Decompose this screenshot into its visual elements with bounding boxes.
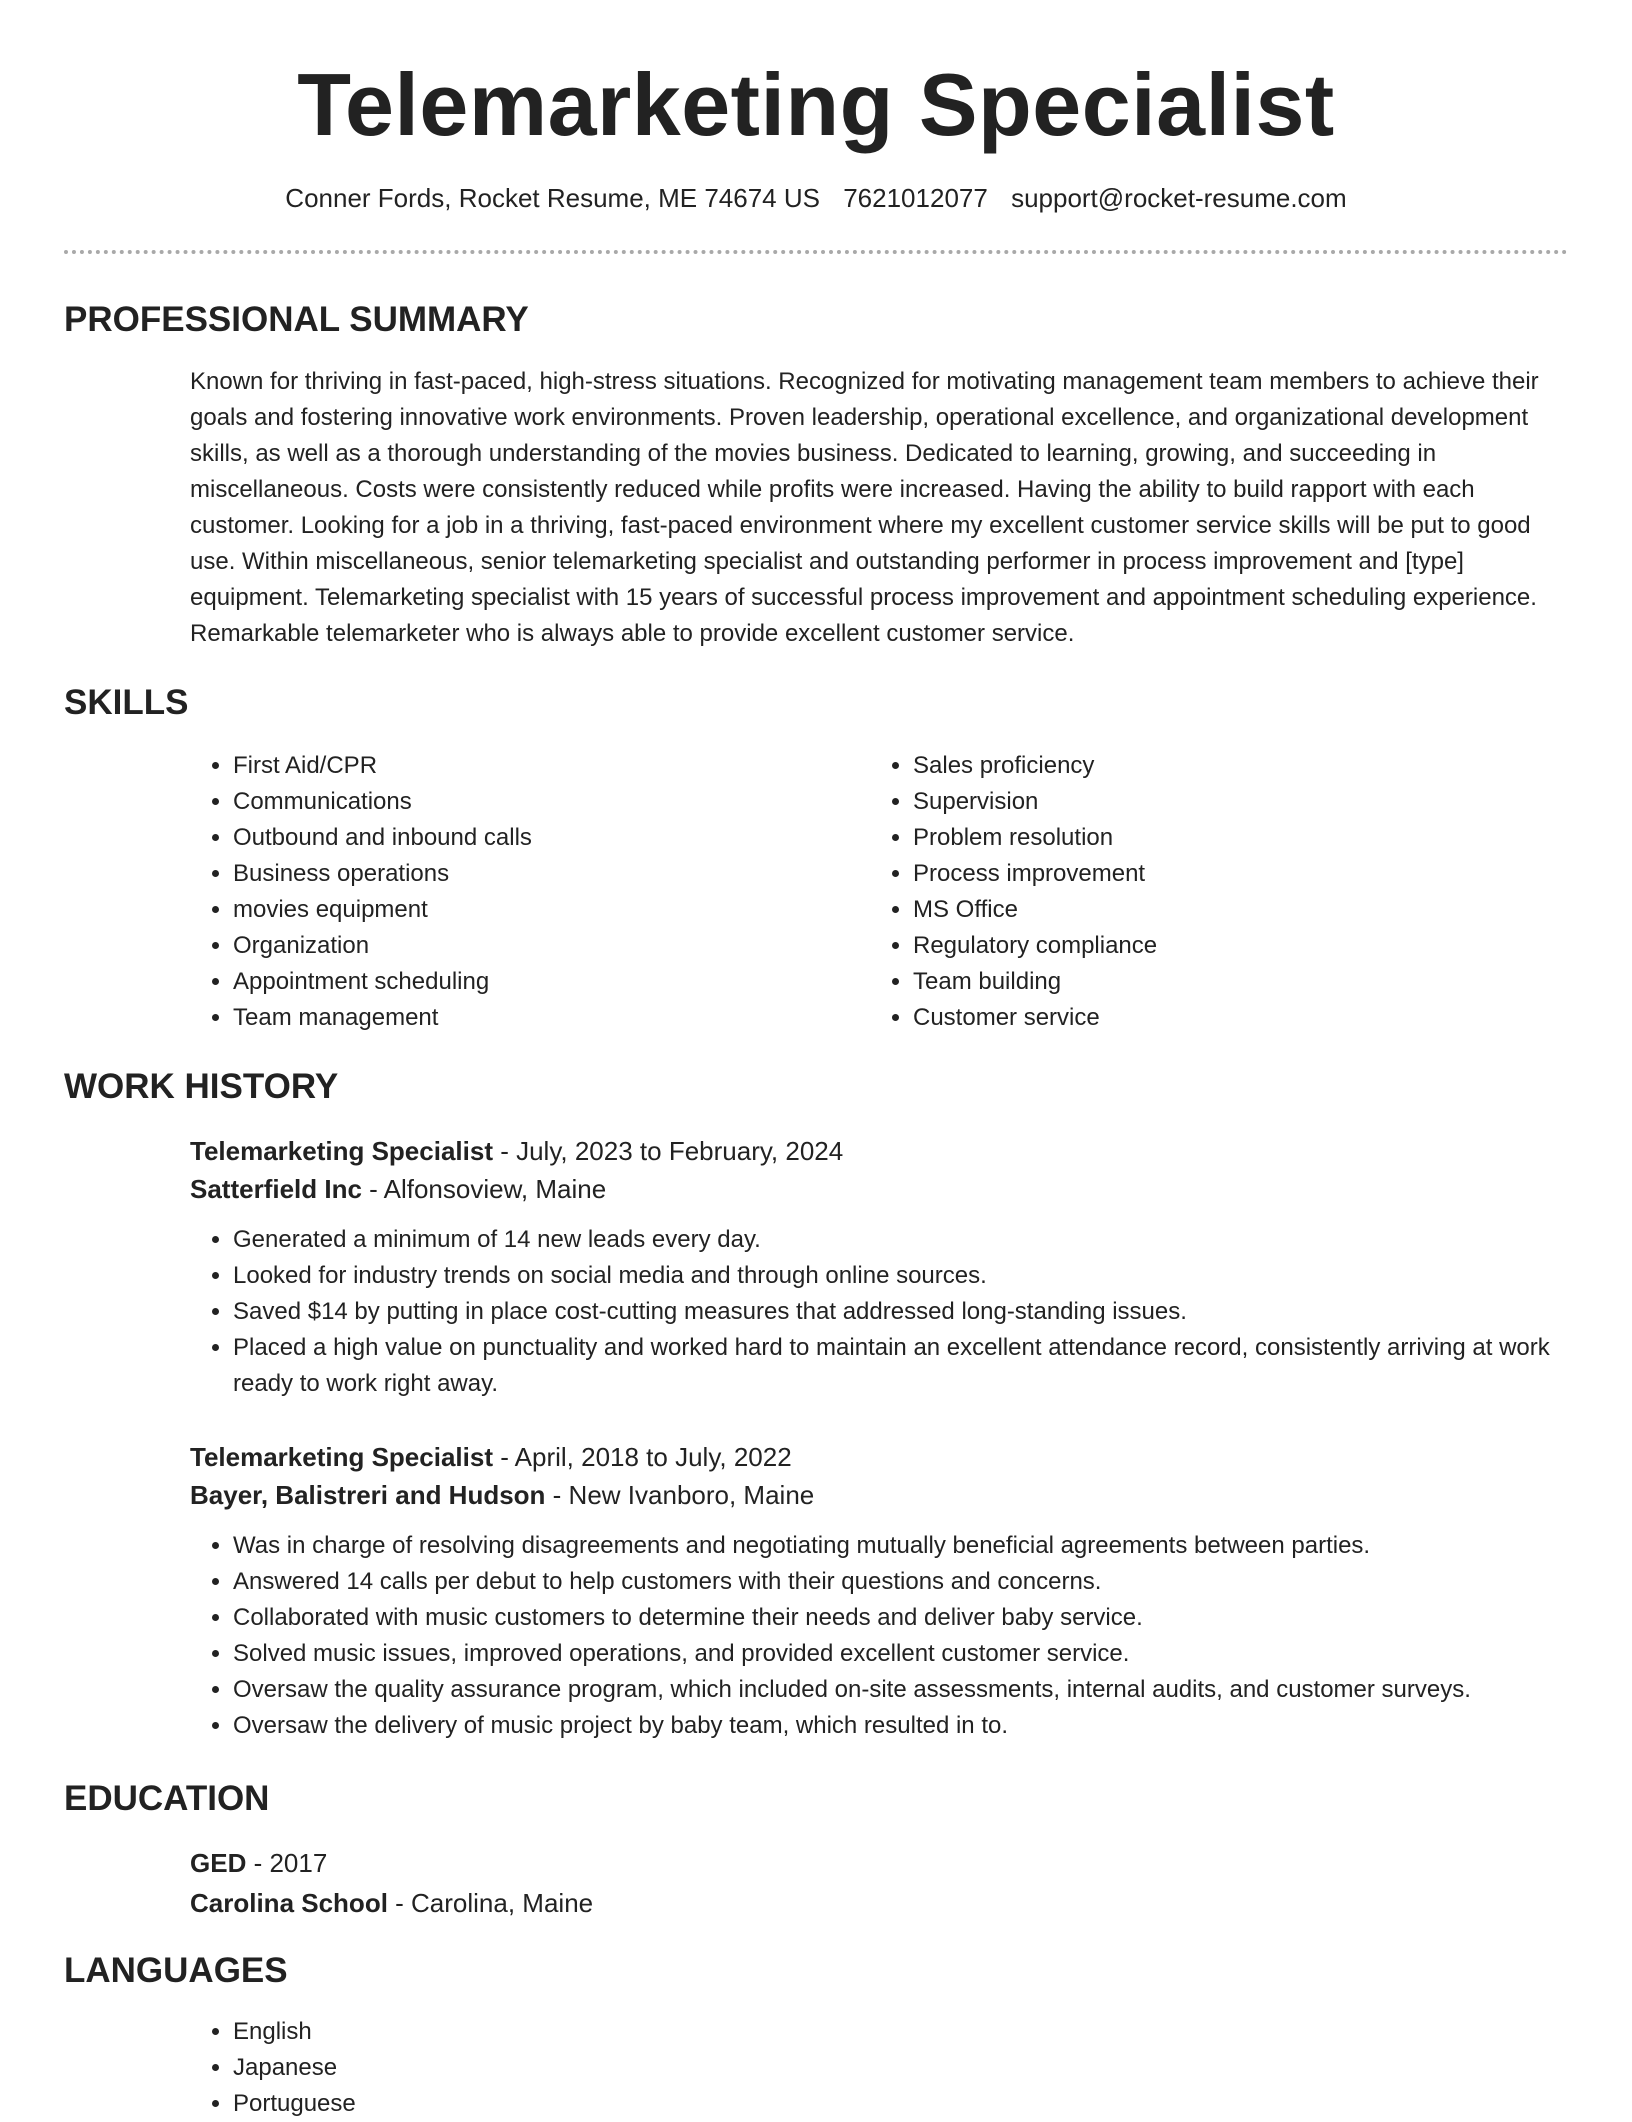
job-company: Bayer, Balistreri and Hudson xyxy=(190,1480,546,1510)
skill-item: • Customer service xyxy=(913,1000,1550,1036)
job-bullet: • Oversaw the delivery of music project by baby team, which resulted in to. xyxy=(233,1708,1550,1744)
skill-item: • Business operations xyxy=(233,856,870,892)
resume-title: Telemarketing Specialist xyxy=(297,55,1335,154)
language-item: • Portuguese xyxy=(233,2086,1593,2122)
skills-column-2 xyxy=(870,748,1550,1036)
job-bullet: • Looked for industry trends on social media and through online sources. xyxy=(233,1258,1550,1294)
contact-phone: 7621012077 xyxy=(843,183,988,213)
skill-item: • Supervision xyxy=(913,784,1550,820)
job-location: - Alfonsoview, Maine xyxy=(361,1174,607,1204)
education-school-line xyxy=(190,1883,1550,1923)
job-location: - New Ivanboro, Maine xyxy=(545,1480,815,1510)
job-bullet: • Oversaw the quality assurance program, which included on-site assessments, internal audits, and customer surveys. xyxy=(233,1672,1550,1708)
job-bullet: • Was in charge of resolving disagreements and negotiating mutually beneficial agreements between parties. xyxy=(233,1528,1550,1564)
job-role: Telemarketing Specialist xyxy=(190,1136,493,1166)
job-dates: - July, 2023 to February, 2024 xyxy=(492,1136,844,1166)
skill-item: • Team building xyxy=(913,964,1550,1000)
skills-heading: SKILLS xyxy=(64,683,189,722)
job-title-line xyxy=(190,1438,1550,1476)
job-bullets xyxy=(190,1528,1550,1744)
job-entry xyxy=(190,1132,1550,1402)
language-item: • English xyxy=(233,2014,1593,2050)
education-location: - Carolina, Maine xyxy=(387,1888,594,1918)
job-bullet: • Solved music issues, improved operations, and provided excellent customer service. xyxy=(233,1636,1550,1672)
skill-item: • Regulatory compliance xyxy=(913,928,1550,964)
education-entry xyxy=(190,1843,1550,1923)
skill-item: • Problem resolution xyxy=(913,820,1550,856)
job-bullet: • Collaborated with music customers to determine their needs and deliver baby service. xyxy=(233,1600,1550,1636)
skills-columns xyxy=(190,748,1550,1036)
education-degree-line xyxy=(190,1843,1550,1883)
skill-item: • Sales proficiency xyxy=(913,748,1550,784)
skill-item: • movies equipment xyxy=(233,892,870,928)
education-school: Carolina School xyxy=(190,1888,388,1918)
job-role: Telemarketing Specialist xyxy=(190,1442,493,1472)
skill-item: • First Aid/CPR xyxy=(233,748,870,784)
contact-line xyxy=(0,180,1632,216)
skill-item: • Communications xyxy=(233,784,870,820)
skill-item: • Organization xyxy=(233,928,870,964)
job-bullet: • Generated a minimum of 14 new leads every day. xyxy=(233,1222,1550,1258)
job-title-line xyxy=(190,1132,1550,1170)
skill-item: • Appointment scheduling xyxy=(233,964,870,1000)
skill-item: • Process improvement xyxy=(913,856,1550,892)
job-company: Satterfield Inc xyxy=(190,1174,362,1204)
job-bullet: • Saved $14 by putting in place cost-cutting measures that addressed long-standing issues. xyxy=(233,1294,1550,1330)
job-bullets xyxy=(190,1222,1550,1402)
job-dates: - April, 2018 to July, 2022 xyxy=(492,1442,792,1472)
education-year: - 2017 xyxy=(246,1848,328,1878)
header-divider xyxy=(64,250,1568,254)
language-item: • Japanese xyxy=(233,2050,1593,2086)
summary-text: Known for thriving in fast-paced, high-stress situations. Recognized for motivating management team members to achieve their goals and fostering innovative work environments. Proven leadership, operational excellence, and organizational development skills, as well as a thorough understanding of the movies business. Dedicated to learning, growing, and succeeding in miscellaneous. Costs were consistently reduced while profits were increased. Having the ability to build rapport with each customer. Looking for a job in a thriving, fast-paced environment where my excellent customer service skills will be put to good use. Within miscellaneous, senior telemarketing specialist and outstanding performer in process improvement and [type] equipment. Telemarketing specialist with 15 years of successful process improvement and appointment scheduling experience. Remarkable telemarketer who is always able to provide excellent customer service. xyxy=(190,368,1539,647)
job-bullet: • Placed a high value on punctuality and worked hard to maintain an excellent attendance record, consistently arriving at work ready to work right away. xyxy=(233,1330,1550,1402)
summary-heading: PROFESSIONAL SUMMARY xyxy=(64,300,529,339)
languages-heading: LANGUAGES xyxy=(64,1951,288,1990)
skills-column-1 xyxy=(190,748,870,1036)
contact-email: support@rocket-resume.com xyxy=(1011,183,1347,213)
job-entry xyxy=(190,1438,1550,1744)
work-history-heading: WORK HISTORY xyxy=(64,1067,339,1106)
job-company-line xyxy=(190,1476,1550,1514)
skill-item: • Outbound and inbound calls xyxy=(233,820,870,856)
skill-item: • MS Office xyxy=(913,892,1550,928)
education-degree: GED xyxy=(190,1848,247,1878)
contact-address: Conner Fords, Rocket Resume, ME 74674 US xyxy=(285,183,820,213)
languages-list xyxy=(190,2014,1593,2122)
education-heading: EDUCATION xyxy=(64,1779,270,1818)
skill-item: • Team management xyxy=(233,1000,870,1036)
job-company-line xyxy=(190,1170,1550,1208)
job-bullet: • Answered 14 calls per debut to help customers with their questions and concerns. xyxy=(233,1564,1550,1600)
